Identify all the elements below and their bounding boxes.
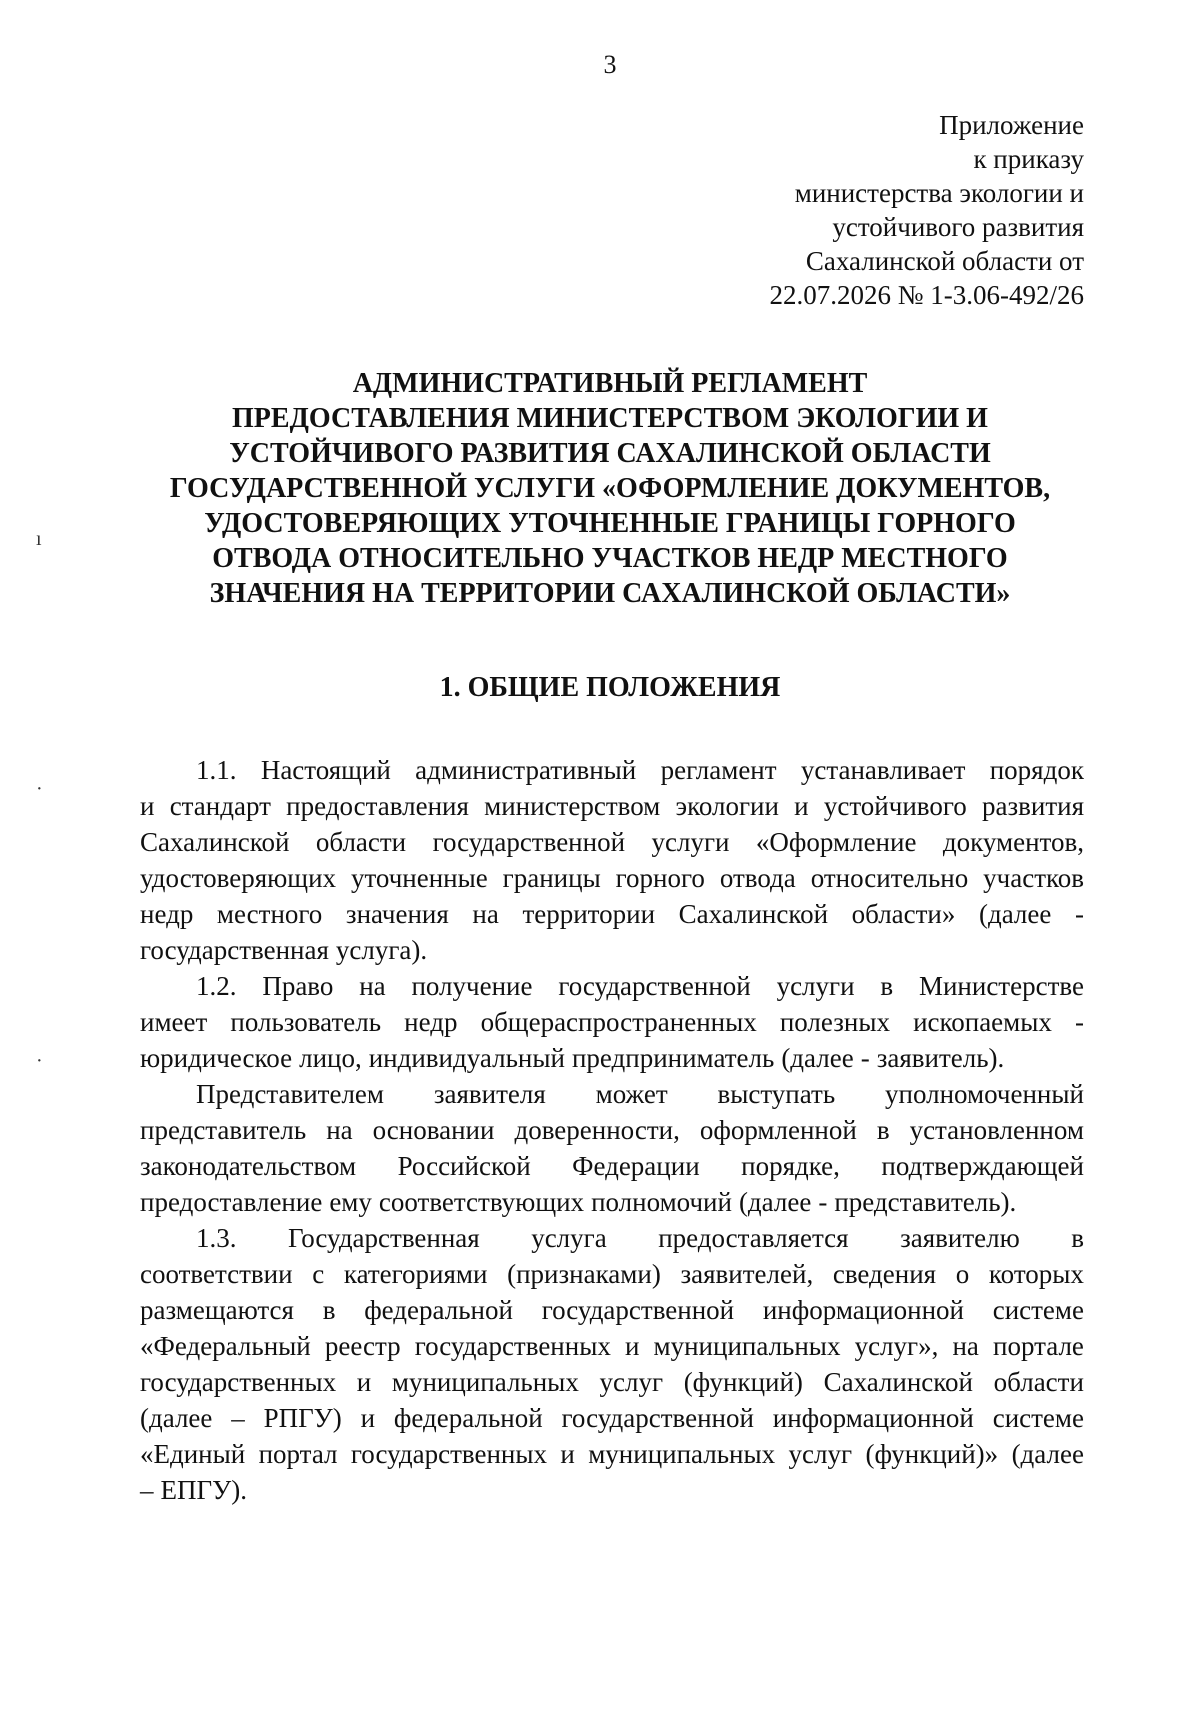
paragraph-line: (далее – РПГУ) и федеральной государственной информационной системе [140,1403,1084,1433]
paragraph-line: имеет пользователь недр общераспространенных полезных ископаемых - [140,1007,1084,1037]
appendix-line: к приказу [973,144,1084,174]
appendix-line: устойчивого развития [832,212,1084,242]
appendix-line: министерства экологии и [794,178,1084,208]
paragraph-line: 1.2. Право на получение государственной услуги в Министерстве [196,971,1084,1001]
paragraph-line: «Федеральный реестр государственных и муниципальных услуг», на портале [140,1331,1084,1361]
paragraph-line: предоставление ему соответствующих полномочий (далее - представитель). [140,1187,1017,1217]
title-line: ОТВОДА ОТНОСИТЕЛЬНО УЧАСТКОВ НЕДР МЕСТНОГО [212,543,1008,574]
title-line: ГОСУДАРСТВЕННОЙ УСЛУГИ «ОФОРМЛЕНИЕ ДОКУМЕНТОВ, [169,473,1051,504]
paragraph-line: юридическое лицо, индивидуальный предприниматель (далее - заявитель). [140,1043,1005,1073]
appendix-line: Сахалинской области от [805,246,1084,276]
paragraph-line: 1.1. Настоящий административный регламент устанавливает порядок [196,755,1084,785]
section-heading: 1. ОБЩИЕ ПОЛОЖЕНИЯ [439,672,781,703]
paragraph-line: 1.3. Государственная услуга предоставляется заявителю в [196,1223,1084,1253]
paragraph-line: недр местного значения на территории Сахалинской области» (далее - [140,899,1084,929]
title-line: АДМИНИСТРАТИВНЫЙ РЕГЛАМЕНТ [352,368,868,399]
paragraph-line: государственная услуга). [140,935,428,965]
paragraph-line: государственных и муниципальных услуг (функций) Сахалинской области [140,1367,1084,1397]
title-line: УСТОЙЧИВОГО РАЗВИТИЯ САХАЛИНСКОЙ ОБЛАСТИ [229,438,991,469]
paragraph [140,968,1084,1076]
appendix-line: Приложение [939,110,1084,140]
document-title [100,366,1120,611]
title-line: ЗНАЧЕНИЯ НА ТЕРРИТОРИИ САХАЛИНСКОЙ ОБЛАСТИ» [209,578,1011,609]
page-number: 3 [603,50,617,79]
paragraph-line: представитель на основании доверенности, оформленной в установленном [140,1115,1084,1145]
appendix-line: 22.07.2026 № 1-3.06-492/26 [769,280,1084,310]
paragraph-line: соответствии с категориями (признаками) заявителей, сведения о которых [140,1259,1084,1289]
scan-artifact: · [36,1050,43,1072]
paragraph [140,1220,1084,1508]
paragraph-line: Представителем заявителя может выступать уполномоченный [196,1079,1084,1109]
scan-artifact: ı [36,528,42,550]
title-line: ПРЕДОСТАВЛЕНИЯ МИНИСТЕРСТВОМ ЭКОЛОГИИ И [232,403,988,434]
paragraph-line: и стандарт предоставления министерством экологии и устойчивого развития [140,791,1084,821]
paragraph [140,1076,1084,1220]
paragraph-line: – ЕПГУ). [140,1475,247,1505]
paragraph-line: Сахалинской области государственной услуги «Оформление документов, [140,827,1084,857]
paragraph-line: «Единый портал государственных и муниципальных услуг (функций)» (далее [140,1439,1084,1469]
paragraph-line: удостоверяющих уточненные границы горного отвода относительно участков [140,863,1084,893]
paragraph-line: законодательством Российской Федерации порядке, подтверждающей [140,1151,1084,1181]
appendix-block [644,108,1084,312]
body-text [140,752,1084,1508]
title-line: УДОСТОВЕРЯЮЩИХ УТОЧНЕННЫЕ ГРАНИЦЫ ГОРНОГО [204,508,1016,539]
scan-artifact: · [36,778,43,800]
paragraph-line: размещаются в федеральной государственной информационной системе [140,1295,1084,1325]
paragraph [140,752,1084,968]
